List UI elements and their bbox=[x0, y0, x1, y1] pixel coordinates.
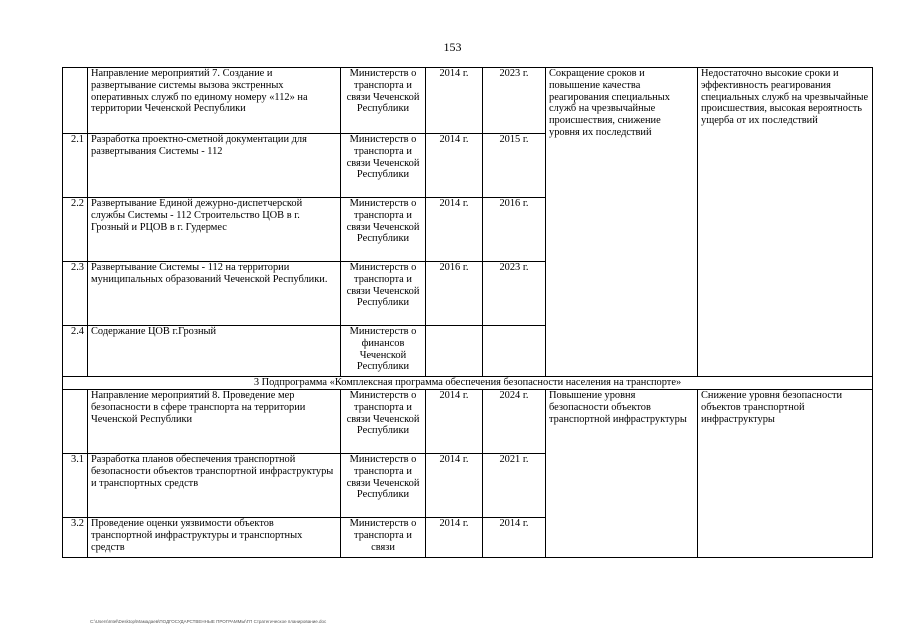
executor: Министерств о транспорта и связи Чеченской Республики bbox=[341, 390, 426, 454]
start-year: 2014 г. bbox=[426, 454, 483, 518]
non-implementation-consequence: Снижение уровня безопасности объектов транспортной инфраструктуры bbox=[698, 390, 873, 558]
executor: Министерств о транспорта и связи Чеченской Республики bbox=[341, 68, 426, 134]
activity-name: Разработка проектно-сметной документации для развертывания Системы - 112 bbox=[88, 134, 341, 198]
start-year: 2014 г. bbox=[426, 390, 483, 454]
end-year: 2014 г. bbox=[483, 518, 546, 558]
activity-name: Проведение оценки уязвимости объектов транспортной инфраструктуры и транспортных средств bbox=[88, 518, 341, 558]
file-path-footer: C:\Users\Intel\Desktop\Мамадаев\ПОДГОСУДАРСТВЕННЫЕ ПРОГРАММЫ\ГП Стратегическое планирование.doc bbox=[90, 619, 327, 624]
row-number: 2.2 bbox=[63, 198, 88, 262]
end-year bbox=[483, 326, 546, 377]
start-year: 2014 г. bbox=[426, 134, 483, 198]
non-implementation-consequence: Недостаточно высокие сроки и эффективность реагирования специальных служб на чрезвычайные происшествия, высокая вероятность ущерба от их последствий bbox=[698, 68, 873, 377]
end-year: 2021 г. bbox=[483, 454, 546, 518]
executor: Министерств о транспорта и связи Чеченской Республики bbox=[341, 198, 426, 262]
end-year: 2024 г. bbox=[483, 390, 546, 454]
row-number: 2.4 bbox=[63, 326, 88, 377]
executor: Министерств о транспорта и связи Чеченской Республики bbox=[341, 134, 426, 198]
activity-name: Содержание ЦОВ г.Грозный bbox=[88, 326, 341, 377]
end-year: 2023 г. bbox=[483, 262, 546, 326]
row-number: 2.1 bbox=[63, 134, 88, 198]
end-year: 2023 г. bbox=[483, 68, 546, 134]
activity-name: Развертывание Единой дежурно-диспетчерской службы Системы - 112 Строительство ЦОВ в г. Грозный и РЦОВ в г. Гудермес bbox=[88, 198, 341, 262]
section-row bbox=[63, 377, 873, 390]
start-year: 2014 г. bbox=[426, 198, 483, 262]
row-number: 3.2 bbox=[63, 518, 88, 558]
table-row bbox=[63, 390, 873, 454]
table-row bbox=[63, 68, 873, 134]
executor: Министерств о финансов Чеченской Республики bbox=[341, 326, 426, 377]
activity-name: Разработка планов обеспечения транспортной безопасности объектов транспортной инфраструктуры и транспортных средств bbox=[88, 454, 341, 518]
executor: Министерств о транспорта и связи bbox=[341, 518, 426, 558]
executor: Министерств о транспорта и связи Чеченской Республики bbox=[341, 454, 426, 518]
expected-result: Повышение уровня безопасности объектов транспортной инфраструктуры bbox=[546, 390, 698, 558]
activity-name: Направление мероприятий 7. Создание и развертывание системы вызова экстренных оперативных служб по единому номеру «112» на территории Чеченской Республики bbox=[88, 68, 341, 134]
page-number: 153 bbox=[443, 40, 462, 54]
row-number bbox=[63, 68, 88, 134]
program-activities-table bbox=[62, 67, 873, 558]
row-number: 3.1 bbox=[63, 454, 88, 518]
activity-name: Развертывание Системы - 112 на территории муниципальных образований Чеченской Республики. bbox=[88, 262, 341, 326]
start-year: 2014 г. bbox=[426, 518, 483, 558]
end-year: 2016 г. bbox=[483, 198, 546, 262]
expected-result: Сокращение сроков и повышение качества реагирования специальных служб на чрезвычайные происшествия, снижение уровня их последствий bbox=[546, 68, 698, 377]
section-heading: 3 Подпрограмма «Комплексная программа обеспечения безопасности населения на транспорте» bbox=[63, 377, 873, 390]
start-year bbox=[426, 326, 483, 377]
end-year: 2015 г. bbox=[483, 134, 546, 198]
executor: Министерств о транспорта и связи Чеченской Республики bbox=[341, 262, 426, 326]
activity-name: Направление мероприятий 8. Проведение мер безопасности в сфере транспорта на территории Чеченской Республики bbox=[88, 390, 341, 454]
row-number bbox=[63, 390, 88, 454]
start-year: 2016 г. bbox=[426, 262, 483, 326]
start-year: 2014 г. bbox=[426, 68, 483, 134]
row-number: 2.3 bbox=[63, 262, 88, 326]
